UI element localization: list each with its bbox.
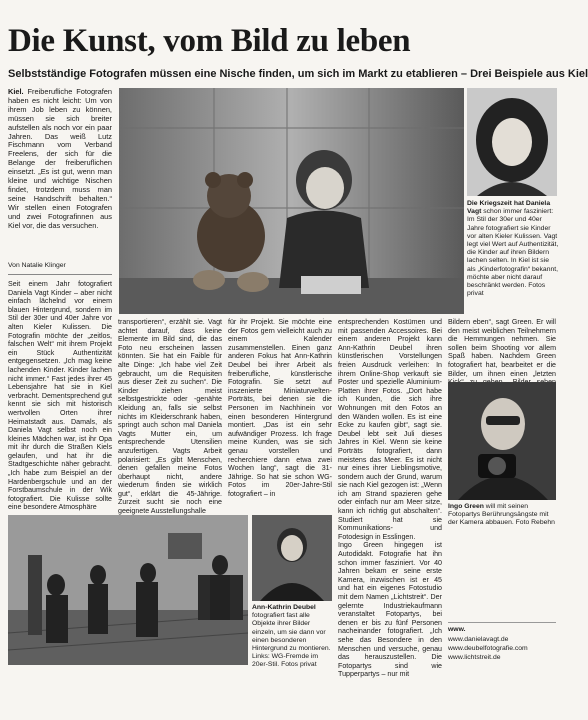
caption-deubel-text: fotografiert fast alle Objekte ihrer Bilder einzeln, um sie dann vor einen besonderen Hintergrund zu montieren. Links: WG-Fremde im 20er-Stil. Fotos privat xyxy=(252,612,331,669)
caption-ingo-green xyxy=(448,503,556,543)
dateline: Kiel. xyxy=(8,87,24,96)
article-column-3: für ihr Projekt. Sie möchte eine der Fotos gern vielleicht auch zu einem Kalender zusammenstellen. Einen ganz anderen Fokus hat Ann-Kathrin Deubel bei ihrer Arbeit als freiberufliche, künstlerische Fotografin. Sie setzt auf inszenierte Miniaturwelten-Porträts, bei denen sie die Personen im Nachhinein vor einen besonderen Hintergrund montiert. „Das ist ein sehr aufwändiger Prozess. Ich frage meine Kunden, was sie sich genau vorstellen und recherchiere dann etwa zwei Wochen lang“, sagt die 31-Jährige. So hat sie schon WG-Fotos im 20er-Jahre-Stil fotografiert – in xyxy=(228,318,332,498)
column-4-part-1: entsprechenden Kostümen und mit passenden Accessoires. Bei einem anderen Projekt kann Ann-Kathrin Deubel ihren künstlerischen Vorstellungen freien Ausdruck verleihen: In ihrem Online-Shop verkauft sie Poster und spezielle Aluminium-Platten ihrer Fotos. „Dort habe ich Kunden, die sich ihre Wohnungen mit den Fotos an den Wänden wollen. Es ist eine Ecke zu kaufen gibt“, sagt sie. Deubel lebt seit Juli dieses Jahres in Kiel. Wenn sie keine Porträts fotografiert, dann meistens das Meer. Es ist nicht nur eines ihrer Lieblingsmotive, sondern auch der Grund, warum sie nach Kiel gezogen ist: „Wenn ich am Strand spazieren gehe oder einfach nur am Meer sitze, kann ich richtig gut abschalten“. Studiert hat sie Kommunikations- und Fotodesign in Esslingen. xyxy=(338,318,442,541)
article-column-5: Bildern eben“, sagt Green. Er will den meist weiblichen Teilnehmern die Hemmungen nehmen. Sie sollen beim Shooting vor allem Spaß haben. Nachdem Green fotografiert hat, bearbeitet er die Bilder, um ihnen einen „letzten xyxy=(448,318,556,378)
caption-vagt-name: Die Kriegszeit hat Daniela Vagt xyxy=(467,200,551,216)
column-4-part-2: Ingo Green hingegen ist Autodidakt. Fotografie hat ihn schon immer fasziniert. Vor 40 Jahren bekam er seine erste Kamera, inzwischen ist er 45 und hat ein eigenes Fotostudio mit dem Namen „Lichtstreit“. Der gelernte Industriekaufmann veranstaltet Fotopartys, bei denen er bis zu fünf Personen nacheinander fotografiert. „Ich sehe das Besondere in den Menschen und versuche, genau das herauszustellen. Die Fotopartys sind wie Tupperpartys – nur mit xyxy=(338,541,442,679)
caption-green-text: will mit seinen Fotopartys Berührungsängste mit der Kamera abbauen. Foto Rebehn xyxy=(448,503,555,527)
article-column-2: transportieren“, erzählt sie. Vagt achtet darauf, dass keine Elemente im Bild sind, die das Foto neu erscheinen lassen könnten. Sie hat ein Faible für alte Dinge: „Ich habe viel Zeit gebraucht, um die Requisiten aus dieser Zeit zu suchen“. Die Kinder ziehen meist selbstgestrickte oder -genähte Kleidung an, falls sie selbst nichts im Kleiderschrank haben, springt auch schon mal Daniela Vagts Mutter ein, um entsprechende Utensilien anzufertigen. Vagts Arbeit polarisiert: „Es gibt Menschen, denen gefallen meine Fotos überhaupt nicht, andere wiederum finden sie wirklich gut“, erklärt die 45-Jährige. Zurzeit sucht sie noch eine geeignete Ausstellungshalle xyxy=(118,318,222,516)
article-column-4 xyxy=(338,318,442,679)
caption-vagt-text: schon immer fasziniert: Im Stil der 30er und 40er Jahre fotografiert sie Kinder vor alten Kieler Kulissen. Vagt legt viel Wert auf Authentizität, die Kinder auf ihren Bildern lachen selten. In Kiel ist sie als „Kinderfotografin“ bekannt, möchte aber nicht darauf beschränkt werden. Fotos privat xyxy=(467,208,559,298)
link-item[interactable]: www.danielavagt.de xyxy=(448,636,509,643)
links-divider xyxy=(448,622,556,623)
intro-text: Freiberufliche Fotografen haben es nicht leicht: Um von ihrem Job leben zu können, müssen sie sich breiter aufstellen als noch vor ein paar Jahren. Das weiß Lutz Fischmann vom Verband Freelens, der sich für die Belange der freiberuflichen einsetzt. „Es ist gut, wenn man kleine und wichtige Nischen findet, trotzdem muss man seine Handschrift behalten.“ Wir stellen einen Fotografen und zwei Fotografinnen aus Kiel vor, die das versuchen. xyxy=(8,87,112,230)
divider xyxy=(8,274,112,275)
caption-daniela-vagt xyxy=(467,200,559,312)
caption-ann-kathrin-deubel xyxy=(252,604,334,669)
article-column-1: Seit einem Jahr fotografiert Daniela Vagt Kinder – aber nicht einfach lächelnd vor einem blauen Hintergrund, sondern im Stil der 30er und 40er Jahre vor alten Kieler Kulissen. Die Fotografin möchte der „zeitlos, falschen Welt“ mit ihrem Projekt ein Stück Authentizität entgegensetzen. „Ich mag keine lachenden Kinder. Kinder lachen nicht immer.“ Fast jedes ihrer 45 Lebensjahre hat sie in Kiel verbracht. Dementsprechend gut kennt sie sich mit historisch wertvollen Orten ihrer Heimatstadt aus. Damals, als Daniela Vagt selbst noch ein kleines Mädchen war, ist ihr Opa mit ihr durch die Straßen Kiels gelaufen, und hat ihr die Stadtgeschichte näher gebracht. „Ich habe zum Beispiel an der Hardenbergschule und an der Forstbaumschule in der Wik fotografiert. Die Kulisse sollte eine besondere Atmosphäre xyxy=(8,280,112,512)
byline: Von Natalie Klinger xyxy=(8,262,66,269)
link-item[interactable]: www.lichtstreit.de xyxy=(448,654,501,661)
link-item[interactable]: www.deubelfotografie.com xyxy=(448,645,528,652)
headline: Die Kunst, vom Bild zu leben xyxy=(8,23,411,59)
caption-deubel-name: Ann-Kathrin Deubel xyxy=(252,604,316,611)
photo-wg-20er-stil xyxy=(8,515,248,665)
subheadline: Selbstständige Fotografen müssen eine Nische finden, um sich im Markt zu etablieren – Drei Beispiele aus Kiel xyxy=(8,68,588,80)
intro-paragraph xyxy=(8,88,112,266)
caption-green-name: Ingo Green xyxy=(448,503,484,510)
photo-child-with-teddy xyxy=(119,88,464,314)
photo-ingo-green xyxy=(448,382,556,500)
links-marker: www. xyxy=(448,626,466,633)
photo-portrait-daniela-vagt xyxy=(467,88,557,196)
photo-ann-kathrin-deubel xyxy=(252,515,332,601)
